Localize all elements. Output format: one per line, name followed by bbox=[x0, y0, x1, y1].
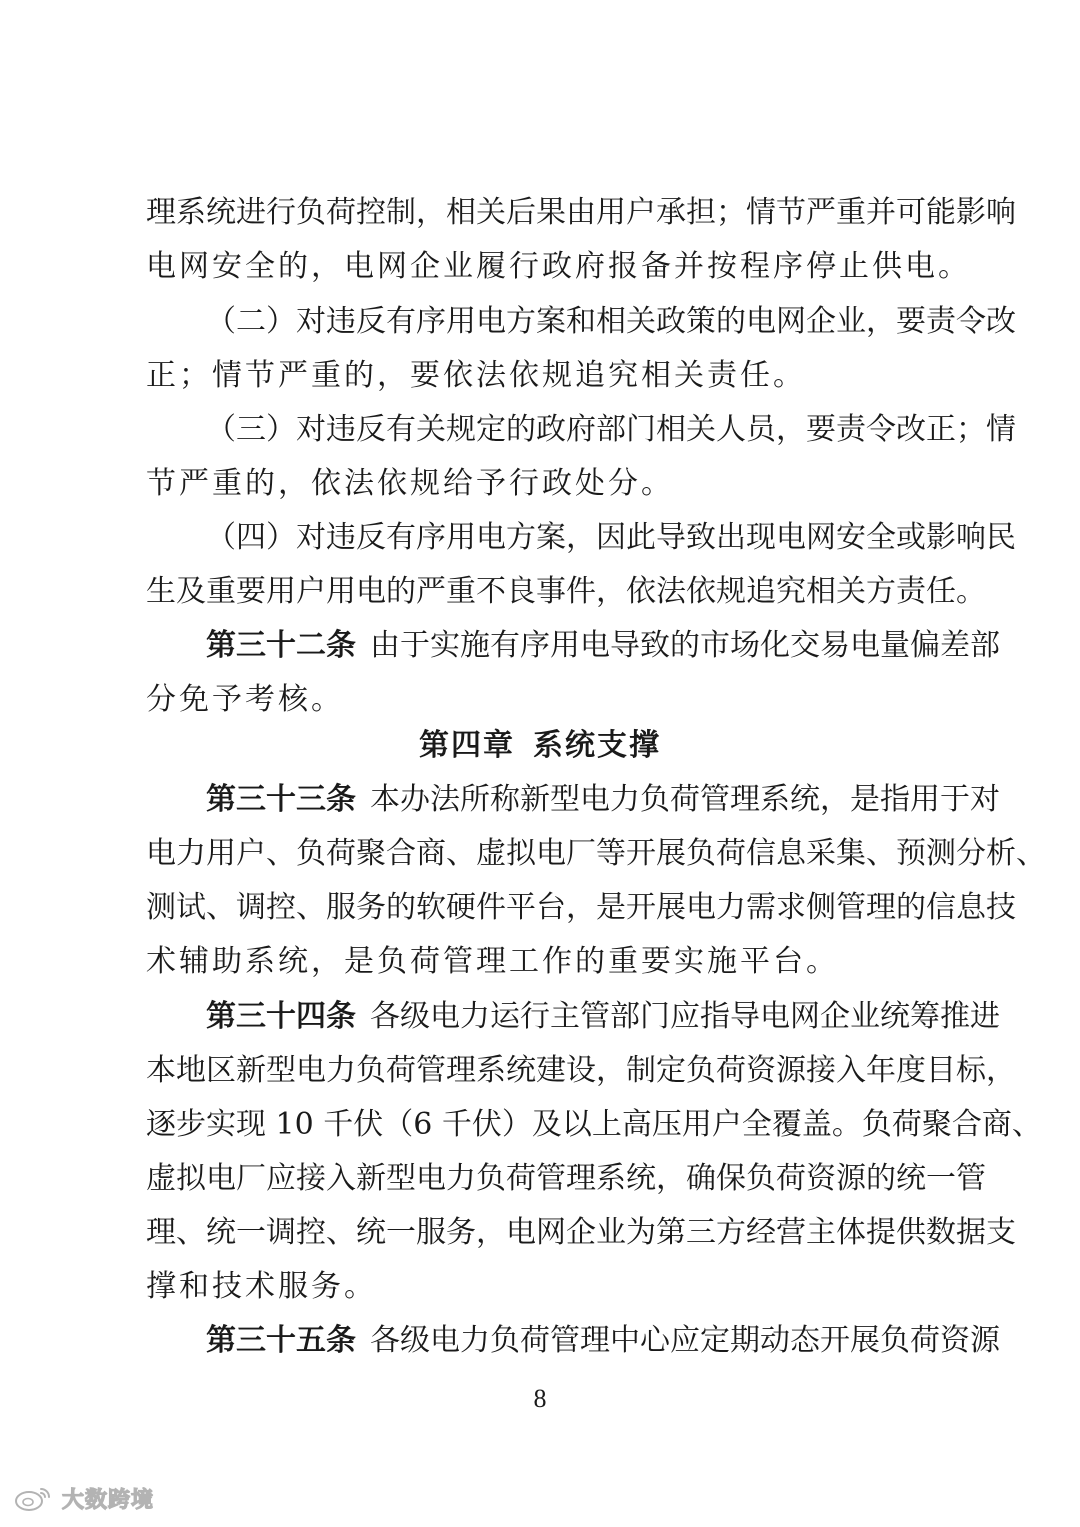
article-label: 第三十五条 bbox=[206, 1323, 356, 1358]
clause-item-4: （四）对违反有序用电方案，因此导致出现电网安全或影响民 bbox=[206, 520, 1016, 555]
article-text: 各级电力运行主管部门应指导电网企业统筹推进 bbox=[370, 999, 1000, 1034]
text-line: 理系统进行负荷控制，相关后果由用户承担；情节严重并可能影响 bbox=[146, 195, 1016, 230]
text-line: 分免予考核。 bbox=[146, 682, 344, 717]
article-33 bbox=[206, 780, 1000, 820]
text-line: 生及重要用户用电的严重不良事件，依法依规追究相关方责任。 bbox=[146, 574, 986, 609]
chapter-title: 系统支撑 bbox=[533, 728, 661, 763]
text-line: 测试、调控、服务的软硬件平台，是开展电力需求侧管理的信息技 bbox=[146, 890, 1016, 925]
watermark bbox=[14, 1482, 154, 1514]
clause-item-2: （二）对违反有序用电方案和相关政策的电网企业，要责令改 bbox=[206, 304, 1016, 339]
chapter-number: 第四章 bbox=[419, 728, 515, 763]
page-number: 8 bbox=[533, 1384, 547, 1413]
text-line: 本地区新型电力负荷管理系统建设，制定负荷资源接入年度目标， bbox=[146, 1053, 1016, 1088]
text-line: 节严重的，依法依规给予行政处分。 bbox=[146, 466, 674, 501]
text-line: 逐步实现 10 千伏（6 千伏）及以上高压用户全覆盖。负荷聚合商、 bbox=[146, 1107, 1042, 1142]
text-line: 虚拟电厂应接入新型电力负荷管理系统，确保负荷资源的统一管 bbox=[146, 1161, 986, 1196]
watermark-text: 大数跨境 bbox=[62, 1487, 155, 1513]
article-text: 本办法所称新型电力负荷管理系统，是指用于对 bbox=[370, 782, 1000, 817]
text-line: 电网安全的，电网企业履行政府报备并按程序停止供电。 bbox=[146, 249, 971, 284]
article-label: 第三十二条 bbox=[206, 628, 356, 663]
weibo-logo-icon bbox=[14, 1483, 54, 1513]
text-line: 理、统一调控、统一服务，电网企业为第三方经营主体提供数据支 bbox=[146, 1215, 1016, 1250]
article-text: 各级电力负荷管理中心应定期动态开展负荷资源 bbox=[370, 1323, 1000, 1358]
article-35 bbox=[206, 1321, 1000, 1361]
text-line: 术辅助系统，是负荷管理工作的重要实施平台。 bbox=[146, 944, 839, 979]
article-text: 由于实施有序用电导致的市场化交易电量偏差部 bbox=[370, 628, 1000, 663]
article-label: 第三十三条 bbox=[206, 782, 356, 817]
article-32 bbox=[206, 626, 1000, 666]
article-label: 第三十四条 bbox=[206, 999, 356, 1034]
text-line: 电力用户、负荷聚合商、虚拟电厂等开展负荷信息采集、预测分析、 bbox=[146, 836, 1046, 871]
text-line: 撑和技术服务。 bbox=[146, 1269, 377, 1304]
chapter-heading bbox=[0, 726, 1080, 766]
text-line: 正；情节严重的，要依法依规追究相关责任。 bbox=[146, 358, 806, 393]
clause-item-3: （三）对违反有关规定的政府部门相关人员，要责令改正；情 bbox=[206, 412, 1016, 447]
article-34 bbox=[206, 997, 1000, 1037]
